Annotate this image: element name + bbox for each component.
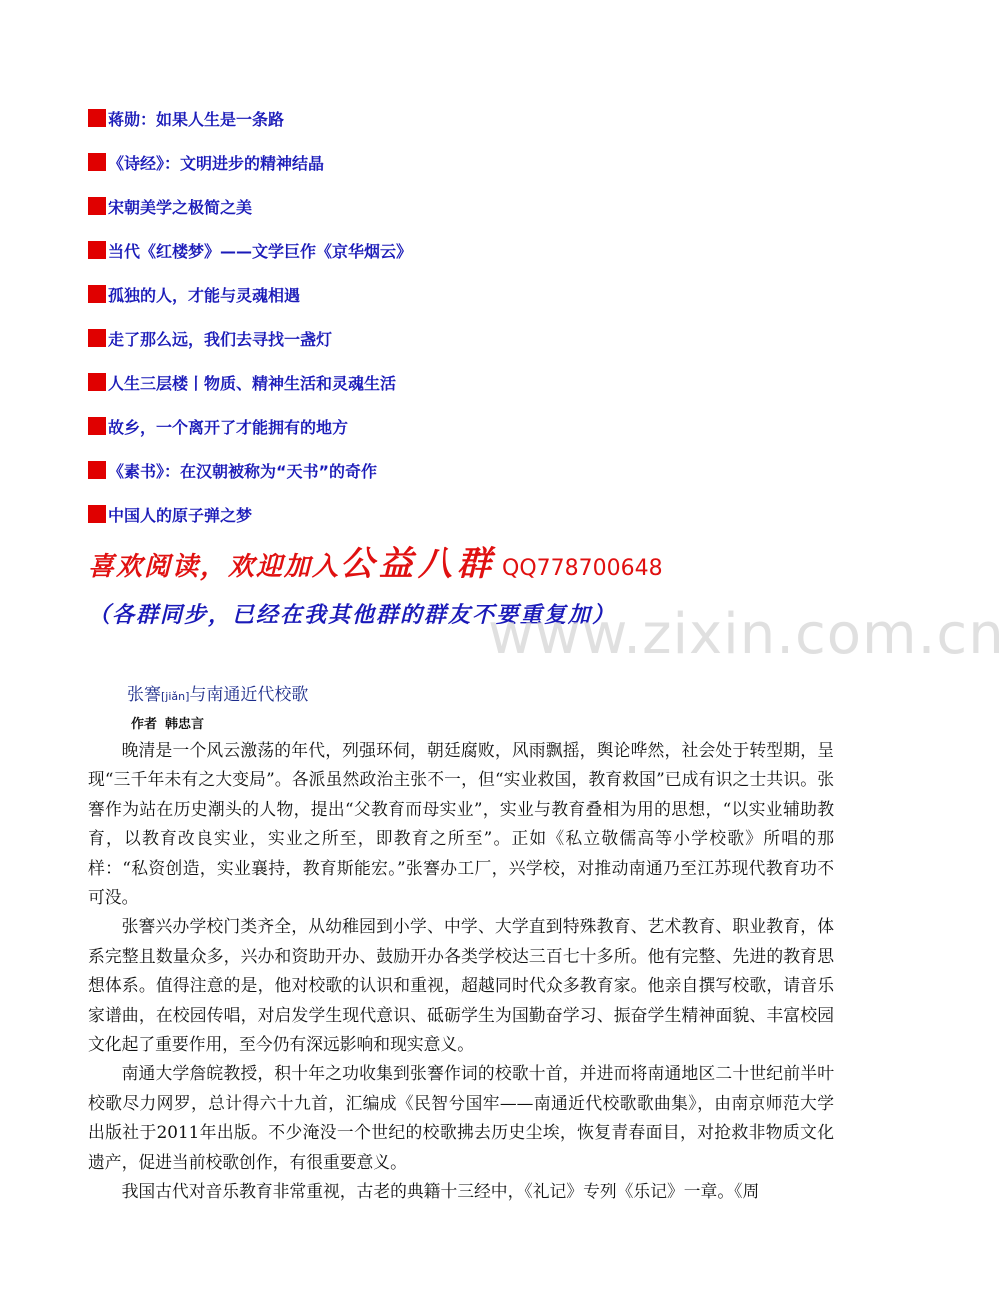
article-byline [131, 713, 204, 732]
promo-qq-number: QQ778700648 [502, 556, 663, 581]
link-label: 当代《红楼梦》——文学巨作《京华烟云》 [108, 241, 413, 261]
red-square-bullet-icon [88, 197, 106, 215]
link-label: 宋朝美学之极简之美 [108, 197, 253, 217]
link-item[interactable] [88, 96, 412, 140]
article-paragraph: 张謇兴办学校门类齐全，从幼稚园到小学、中学、大学直到特殊教育、艺术教育、职业教育，体系完整且数量众多，兴办和资助开办、鼓励开办各类学校达三百七十多所。他有完整、先进的教育思想体系。值得注意的是，他对校歌的认识和重视，超越同时代众多教育家。他亲自撰写校歌，请音乐家谱曲，在校园传唱，对启发学生现代意识、砥砺学生为国勤奋学习、振奋学生精神面貌、丰富校园文化起了重要作用，至今仍有深远影响和现实意义。 [88, 916, 834, 1055]
red-square-bullet-icon [88, 505, 106, 523]
red-square-bullet-icon [88, 461, 106, 479]
promo-prefix: 喜欢阅读，欢迎加入 [88, 552, 341, 582]
link-item[interactable] [88, 228, 412, 272]
link-item[interactable] [88, 448, 412, 492]
link-label: 孤独的人，才能与灵魂相遇 [108, 285, 301, 305]
title-part-1: 张謇 [127, 685, 161, 705]
link-item[interactable] [88, 184, 412, 228]
link-item[interactable] [88, 272, 412, 316]
link-label: 走了那么远，我们去寻找一盏灯 [108, 329, 333, 349]
link-label: 中国人的原子弹之梦 [108, 505, 253, 525]
link-label: 人生三层楼丨物质、精神生活和灵魂生活 [108, 373, 397, 393]
link-item[interactable] [88, 492, 412, 536]
article-body [88, 736, 834, 1207]
author-name: 韩忠言 [165, 717, 205, 732]
article-paragraph: 晚清是一个风云激荡的年代，列强环伺，朝廷腐败，风雨飘摇，舆论哗然，社会处于转型期，呈现“三千年未有之大变局”。各派虽然政治主张不一，但“实业救国，教育救国”已成有识之士共识。张謇作为站在历史潮头的人物，提出“父教育而母实业”，实业与教育叠相为用的思想，“以实业辅助教育，以教育改良实业，实业之所至，即教育之所至”。正如《私立敬儒高等小学校歌》所唱的那样：“私资创造，实业襄持，教育斯能宏。”张謇办工厂，兴学校，对推动南通乃至江苏现代教育功不可没。 [88, 740, 834, 908]
title-part-2: 与南通近代校歌 [189, 685, 309, 705]
red-square-bullet-icon [88, 109, 106, 127]
promo-group-name: 公益八群 [340, 544, 497, 584]
red-square-bullet-icon [88, 373, 106, 391]
link-item[interactable] [88, 360, 412, 404]
link-label: 《素书》：在汉朝被称为“天书”的奇作 [108, 461, 378, 481]
red-square-bullet-icon [88, 329, 106, 347]
byline-label: 作者 [131, 717, 158, 732]
article-paragraph: 南通大学詹皖教授，积十年之功收集到张謇作词的校歌十首，并进而将南通地区二十世纪前半叶校歌尽力网罗，总计得六十九首，汇编成《民智兮国牢——南通近代校歌歌曲集》，由南京师范大学出版社于2011年出版。不少淹没一个世纪的校歌拂去历史尘埃，恢复青春面目，对抢救非物质文化遗产，促进当前校歌创作，有很重要意义。 [88, 1063, 834, 1172]
link-item[interactable] [88, 140, 412, 184]
link-label: 《诗经》：文明进步的精神结晶 [108, 153, 325, 173]
article-paragraph: 我国古代对音乐教育非常重视，古老的典籍十三经中，《礼记》专列《乐记》一章。《周 [121, 1181, 760, 1202]
link-item[interactable] [88, 404, 412, 448]
red-square-bullet-icon [88, 153, 106, 171]
group-promo-banner [88, 544, 663, 589]
title-pinyin: [jiǎn] [161, 690, 190, 703]
red-square-bullet-icon [88, 241, 106, 259]
article-title [127, 680, 308, 705]
promo-note: （各群同步，已经在我其他群的群友不要重复加） [88, 603, 617, 628]
red-square-bullet-icon [88, 417, 106, 435]
article-link-list [88, 96, 412, 536]
red-square-bullet-icon [88, 285, 106, 303]
link-item[interactable] [88, 316, 412, 360]
link-label: 故乡，一个离开了才能拥有的地方 [108, 417, 349, 437]
site-watermark: www.zixin.com.cn [488, 602, 1005, 667]
link-label: 蒋勋：如果人生是一条路 [108, 109, 285, 129]
